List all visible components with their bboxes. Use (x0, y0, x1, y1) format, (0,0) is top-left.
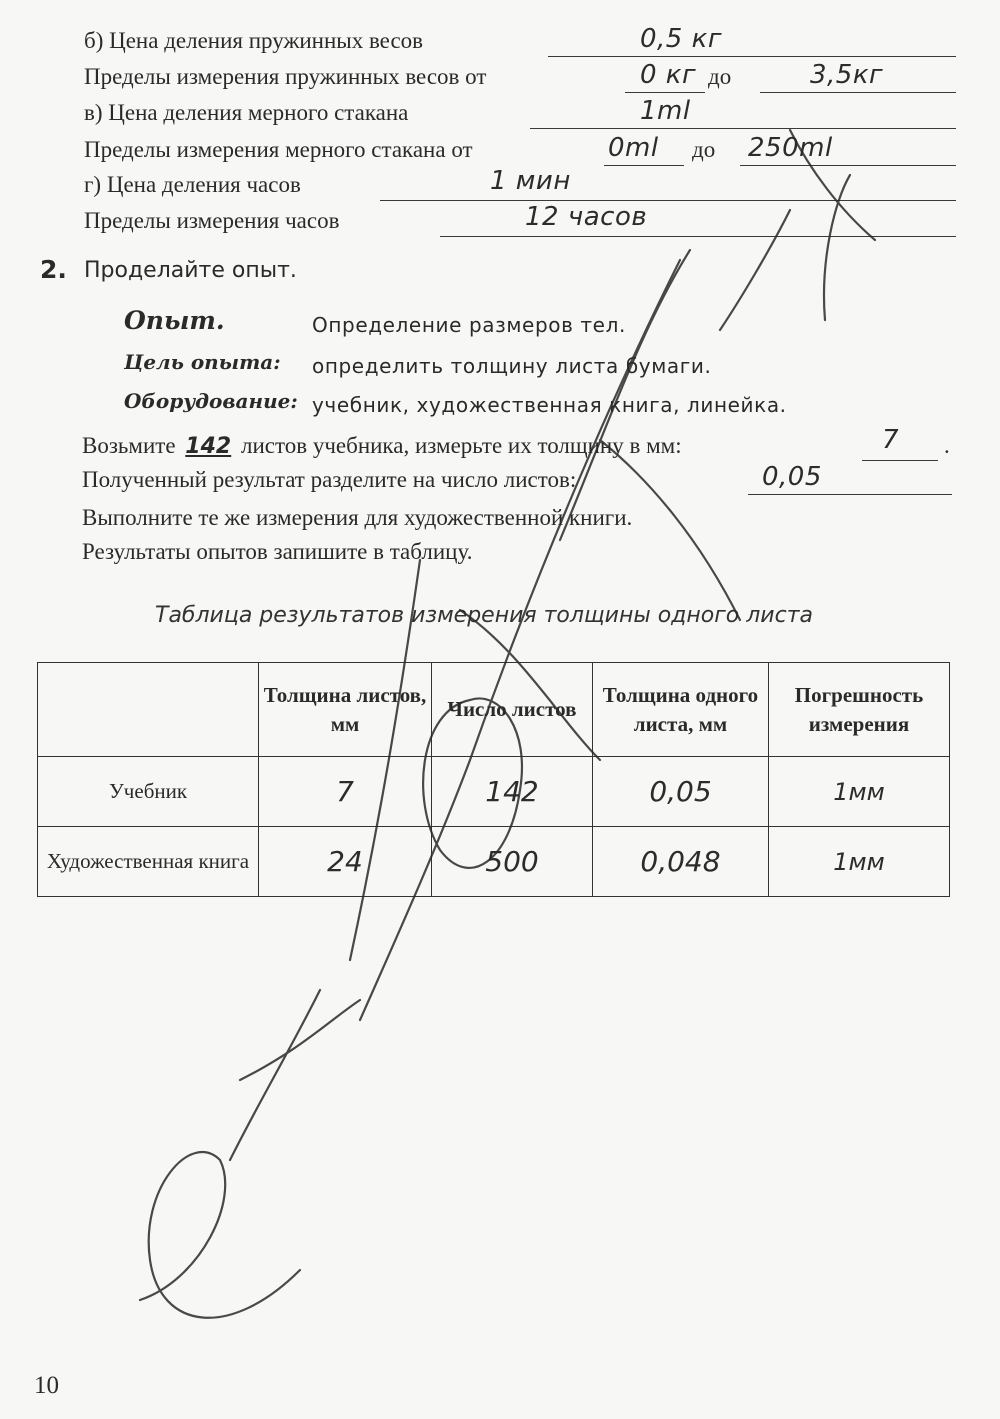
v-limits-from-answer[interactable]: 0ml (608, 133, 659, 163)
experiment-label: Опыт. (124, 306, 225, 335)
instruction-line-1 (82, 433, 682, 459)
b-limits-to-answer[interactable]: 3,5кг (810, 60, 884, 90)
g-price-rule (380, 200, 956, 201)
line2-answer[interactable]: 0,05 (762, 462, 822, 492)
header-one-sheet: Толщина одного листа, мм (593, 663, 769, 757)
v-limits-to-rule (740, 165, 956, 166)
v-price-label: в) Цена деления мерного стакана (84, 100, 409, 125)
b-price-rule (548, 56, 956, 57)
page-number: 10 (34, 1372, 59, 1399)
v-price-rule (530, 128, 956, 129)
b-limits-to-word: до (708, 64, 732, 89)
b-limits-from-rule (625, 92, 705, 93)
cell-error[interactable]: 1мм (769, 757, 950, 827)
v-price-answer[interactable]: 1ml (640, 96, 691, 126)
scribble-stroke-e (140, 1152, 300, 1318)
header-empty (38, 663, 259, 757)
equipment-value: учебник, художественная книга, линейка. (312, 393, 787, 417)
instruction-line-4: Результаты опытов запишите в таблицу. (82, 539, 473, 564)
cell-count[interactable]: 500 (432, 827, 593, 897)
equipment-label: Оборудование: (124, 389, 298, 413)
line1-answer-rule (862, 460, 938, 461)
b-price-answer[interactable]: 0,5 кг (640, 24, 722, 54)
line1-end: . (944, 433, 950, 458)
line1-answer[interactable]: 7 (882, 425, 900, 455)
g-limits-rule (440, 236, 956, 237)
cell-count[interactable]: 142 (432, 757, 593, 827)
header-thickness: Толщина листов, мм (259, 663, 432, 757)
row-label: Художественная книга (38, 827, 259, 897)
cell-one-sheet[interactable]: 0,05 (593, 757, 769, 827)
g-limits-answer[interactable]: 12 часов (525, 202, 648, 232)
line1-count[interactable]: 142 (185, 434, 232, 459)
line1-post: листов учебника, измерьте их толщину в мм: (240, 433, 682, 458)
b-limits-to-rule (760, 92, 956, 93)
goal-label: Цель опыта: (124, 350, 281, 374)
results-table (37, 662, 950, 897)
task-title: Проделайте опыт. (84, 258, 297, 283)
v-limits-to-answer[interactable]: 250ml (748, 133, 833, 163)
header-error: Погрешность измерения (769, 663, 950, 757)
cell-thickness[interactable]: 24 (259, 827, 432, 897)
b-limits-from-answer[interactable]: 0 кг (640, 60, 697, 90)
experiment-value: Определение размеров тел. (312, 313, 626, 337)
row-label: Учебник (38, 757, 259, 827)
goal-value: определить толщину листа бумаги. (312, 354, 712, 378)
b-limits-label: Пределы измерения пружинных весов от (84, 64, 487, 89)
line2-answer-rule (748, 494, 952, 495)
v-limits-from-rule (604, 165, 684, 166)
header-count: Число листов (432, 663, 593, 757)
instruction-line-2: Полученный результат разделите на число листов: (82, 467, 577, 492)
scribble-stroke-u2 (720, 175, 850, 330)
table-row (38, 757, 950, 827)
cell-one-sheet[interactable]: 0,048 (593, 827, 769, 897)
g-limits-label: Пределы измерения часов (84, 208, 340, 233)
b-price-label: б) Цена деления пружинных весов (84, 28, 424, 53)
v-limits-to-word: до (692, 137, 716, 162)
line1-pre: Возьмите (82, 433, 176, 458)
table-caption: Таблица результатов измерения толщины одного листа (155, 603, 813, 628)
cell-error[interactable]: 1мм (769, 827, 950, 897)
g-price-label: г) Цена деления часов (84, 172, 301, 197)
task-number: 2. (40, 255, 67, 284)
g-price-answer[interactable]: 1 мин (490, 166, 571, 196)
v-limits-label: Пределы измерения мерного стакана от (84, 137, 473, 162)
table-row (38, 827, 950, 897)
instruction-line-3: Выполните те же измерения для художественной книги. (82, 505, 633, 530)
cell-thickness[interactable]: 7 (259, 757, 432, 827)
scribble-stroke-n (230, 990, 360, 1160)
